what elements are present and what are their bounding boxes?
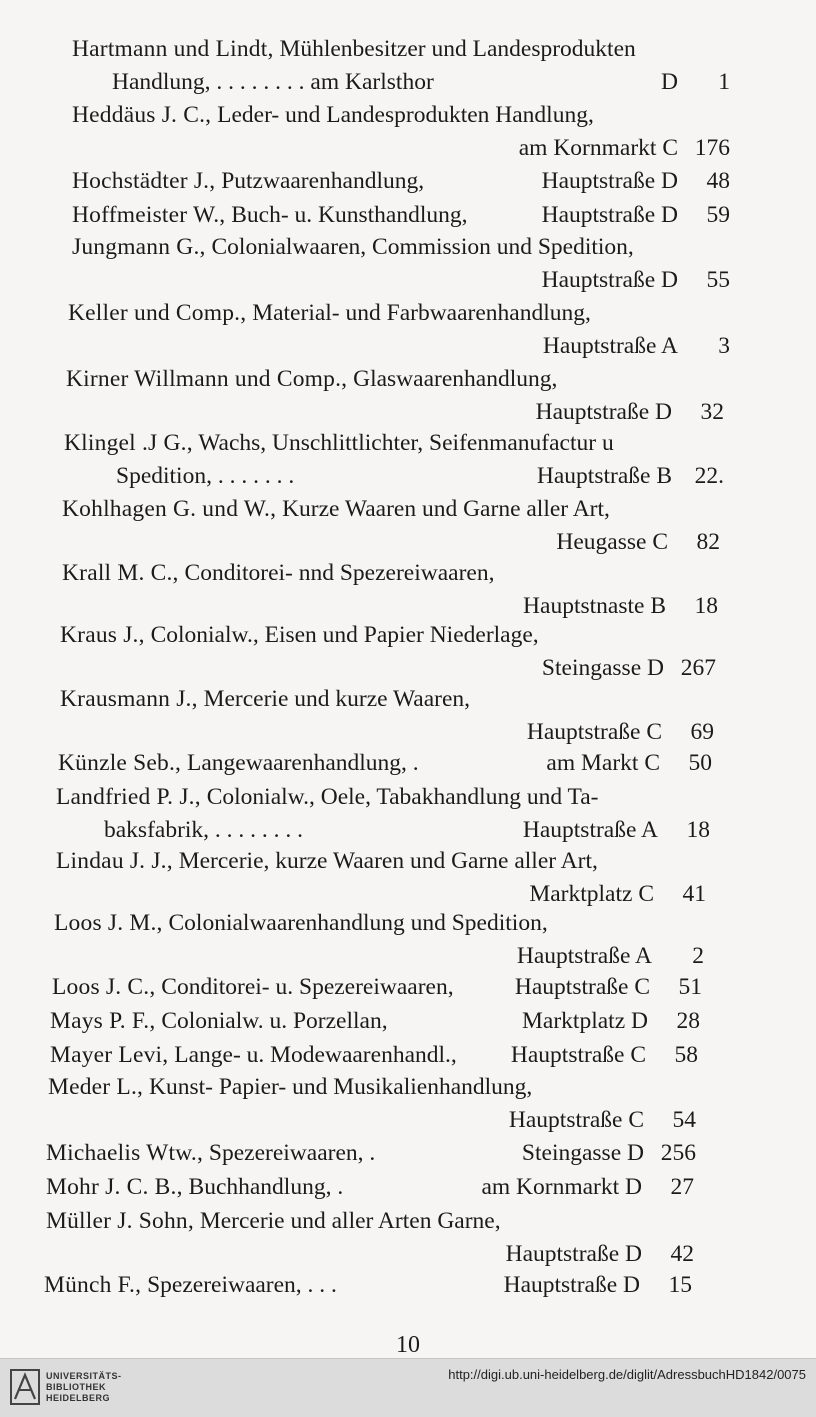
entry-business: Colonialw. u. Porzellan,	[161, 1008, 388, 1034]
entry-district: C	[646, 719, 662, 745]
entry-name: Jungmann G.,	[72, 234, 206, 260]
entry-number: 48	[706, 168, 730, 194]
entry-address: Hauptstraße	[510, 1042, 625, 1068]
entry-number: 18	[694, 593, 718, 619]
entry-number: 22.	[694, 463, 724, 489]
entry-business: Glaswaarenhandlung,	[353, 366, 558, 392]
entry-number: 59	[706, 202, 730, 228]
entry-address: Steingasse	[521, 1140, 622, 1166]
entry-address: Handlung, . . . . . . . . am Karlsthor	[112, 69, 434, 95]
entry-business: Leder- und Landesprodukten Handlung,	[217, 102, 594, 128]
entry-district: C	[662, 135, 678, 161]
entry-business: Material- und Farbwaarenhandlung,	[252, 300, 591, 326]
entry-district: C	[652, 529, 668, 555]
entry-number: 267	[680, 655, 716, 681]
entry-district: D	[625, 1241, 642, 1267]
entry-district: A	[661, 333, 678, 359]
entry-address: Marktplatz	[522, 1008, 626, 1034]
entry-address: Hauptstraße	[541, 168, 656, 194]
entry-address: Hauptstraße	[503, 1272, 618, 1298]
entry-business: Buchhandlung, .	[188, 1174, 344, 1200]
source-url-link[interactable]: http://digi.ub.uni-heidelberg.de/diglit/AdressbuchHD1842/0075	[448, 1367, 806, 1382]
entry-business: Wachs, Unschlittlichter, Seifenmanufactur u	[198, 430, 614, 456]
entry-district: C	[638, 881, 654, 907]
entry-number: 54	[672, 1107, 696, 1133]
entry-number: 69	[690, 719, 714, 745]
entry-district: D	[655, 399, 672, 425]
entry-name: Kirner Willmann und Comp.,	[66, 366, 348, 392]
entry-district: D	[647, 655, 664, 681]
viewer-footer	[0, 1358, 816, 1417]
entry-number: 28	[676, 1008, 700, 1034]
entry-business: Mercerie und kurze Waaren,	[203, 686, 471, 712]
entry-address: Hauptstraße	[505, 1241, 620, 1267]
entry-district: C	[630, 1042, 646, 1068]
entry-address: am Kornmarkt	[518, 135, 657, 161]
entry-name: Kraus J.,	[60, 622, 145, 648]
entry-business: Colonialw., Oele, Tabakhandlung und Ta-	[206, 784, 599, 810]
entry-number: 2	[692, 943, 704, 969]
entry-district: A	[641, 817, 658, 843]
entry-business: Conditorei- nnd Spezereiwaaren,	[184, 560, 495, 586]
entry-number: 55	[706, 267, 730, 293]
entry-district: D	[625, 1174, 642, 1200]
entry-name: Hoffmeister W.,	[72, 202, 226, 228]
entry-district: D	[627, 1140, 644, 1166]
entry-district: A	[635, 943, 652, 969]
entry-name: Michaelis Wtw.,	[46, 1140, 204, 1166]
entry-address: Hauptstraße	[526, 719, 641, 745]
entry-number: 18	[686, 817, 710, 843]
entry-address: Hauptstraße	[536, 463, 651, 489]
entry-address: am Kornmarkt	[481, 1174, 620, 1200]
entry-business: Conditorei- u. Spezereiwaaren,	[161, 974, 454, 1000]
entry-number: 41	[682, 881, 706, 907]
entry-name: Meder L.,	[48, 1074, 144, 1100]
entry-district: D	[661, 267, 678, 293]
entry-business: Mercerie, kurze Waaren und Garne aller Art,	[178, 848, 598, 874]
entry-district: D	[661, 202, 678, 228]
entry-name: Mohr J. C. B.,	[46, 1174, 183, 1200]
entry-name: Loos J. C.,	[52, 974, 156, 1000]
entry-business: Mühlenbesitzer und Landesprodukten	[279, 36, 636, 62]
entry-name: Mays P. F.,	[50, 1008, 156, 1034]
entry-address: Hauptstraße	[541, 202, 656, 228]
entry-name: Klingel .J G.,	[64, 430, 193, 456]
entry-business: Spezereiwaaren, .	[208, 1140, 376, 1166]
entry-number: 82	[696, 529, 720, 555]
entry-address: Hauptstraße	[514, 974, 629, 1000]
entry-number: 3	[718, 333, 730, 359]
entry-number: 15	[668, 1272, 692, 1298]
entry-name: Landfried P. J.,	[56, 784, 201, 810]
entry-address: am Markt	[546, 750, 639, 776]
entry-business: Colonialw., Eisen und Papier Niederlage,	[150, 622, 539, 648]
entry-name: Mayer Levi,	[50, 1042, 169, 1068]
entry-district: B	[656, 463, 672, 489]
entry-business: Lange- u. Modewaarenhandl.,	[174, 1042, 457, 1068]
entry-continuation: Spedition, . . . . . . .	[116, 463, 295, 489]
entry-address: Steingasse	[541, 655, 642, 681]
entry-business: Spezereiwaaren, . . .	[147, 1272, 337, 1298]
entry-address: Hauptstraße	[508, 1107, 623, 1133]
entry-district: B	[650, 593, 666, 619]
entry-address: Hauptstraße	[535, 399, 650, 425]
page-number: 10	[396, 1332, 420, 1358]
entry-name: Heddäus J. C.,	[72, 102, 212, 128]
entry-name: Loos J. M.,	[54, 910, 163, 936]
entry-name: Lindau J. J.,	[56, 848, 173, 874]
entry-number: 58	[674, 1042, 698, 1068]
entry-name: Krausmann J.,	[60, 686, 198, 712]
entry-name: Hartmann und Lindt,	[72, 36, 274, 62]
entry-address: Marktplatz	[529, 881, 633, 907]
entry-number: 176	[694, 135, 730, 161]
entry-name: Müller J. Sohn,	[46, 1208, 194, 1234]
entry-number: 42	[670, 1241, 694, 1267]
entry-number: 50	[688, 750, 712, 776]
entry-name: Künzle Seb.,	[58, 750, 182, 776]
entry-number: 256	[660, 1140, 696, 1166]
entry-business: Kunst- Papier- und Musikalienhandlung,	[149, 1074, 533, 1100]
entry-business: Buch- u. Kunsthandlung,	[231, 202, 468, 228]
entry-number: 51	[678, 974, 702, 1000]
entry-name: Hochstädter J.,	[72, 168, 216, 194]
entry-district: D	[661, 168, 678, 194]
entry-business: Mercerie und aller Arten Garne,	[199, 1208, 501, 1234]
entry-address: Hauptstraße	[516, 943, 631, 969]
entry-district: D	[661, 69, 678, 95]
entry-name: Keller und Comp.,	[68, 300, 247, 326]
entry-address: Hauptstnaste	[523, 593, 645, 619]
entry-district: D	[623, 1272, 640, 1298]
entry-number: 32	[700, 399, 724, 425]
entry-number: 27	[670, 1174, 694, 1200]
entry-number: 1	[718, 69, 730, 95]
entry-business: Colonialwaaren, Commission und Spedition,	[211, 234, 634, 260]
entry-district: C	[628, 1107, 644, 1133]
entry-name: Kohlhagen G. und W.,	[62, 496, 277, 522]
entry-name: Münch F.,	[44, 1272, 142, 1298]
entry-district: C	[644, 750, 660, 776]
entry-address: Heugasse	[556, 529, 647, 555]
entry-district: C	[634, 974, 650, 1000]
entry-address: Hauptstraße	[542, 333, 657, 359]
entry-business: Langewaarenhandlung, .	[187, 750, 419, 776]
entry-district: D	[631, 1008, 648, 1034]
entry-continuation: baksfabrik, . . . . . . . .	[104, 817, 304, 843]
entry-business: Kurze Waaren und Garne aller Art,	[282, 496, 610, 522]
entry-address: Hauptstraße	[541, 267, 656, 293]
entry-address: Hauptstraße	[522, 817, 637, 843]
institution-name: UNIVERSITÄTS- BIBLIOTHEK HEIDELBERG	[46, 1371, 122, 1403]
entry-name: Krall M. C.,	[62, 560, 179, 586]
entry-business: Colonialwaarenhandlung und Spedition,	[168, 910, 548, 936]
entry-business: Putzwaarenhandlung,	[221, 168, 425, 194]
university-seal-icon	[10, 1369, 40, 1405]
